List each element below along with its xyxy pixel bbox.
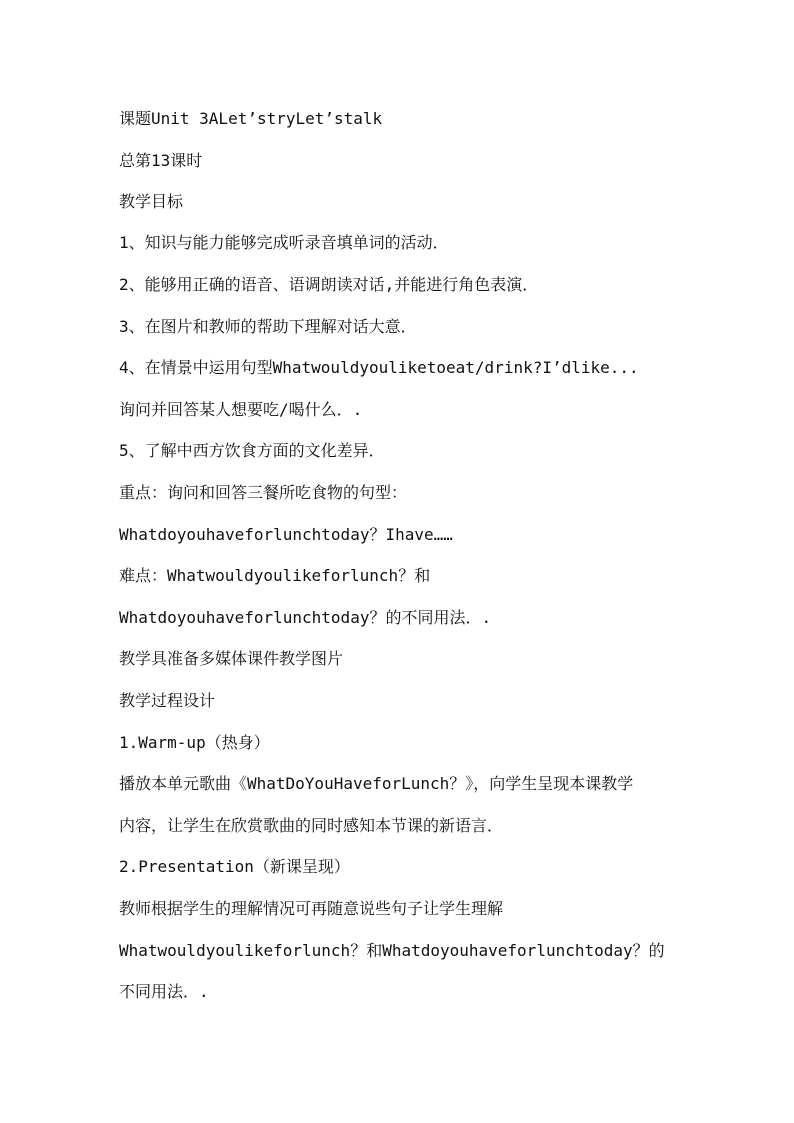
warm-up-paragraph-line-1: 播放本单元歌曲《WhatDoYouHaveforLunch？》，向学生呈现本课教学: [119, 774, 634, 793]
presentation-paragraph-line-1: 教师根据学生的理解情况可再随意说些句子让学生理解: [119, 899, 504, 918]
teaching-aids: 教学具准备多媒体课件教学图片: [119, 649, 344, 668]
key-point-label: 重点：询问和回答三餐所吃食物的句型：: [119, 483, 408, 502]
lesson-title: 课题Unit 3ALet’stryLet’stalk: [119, 109, 383, 128]
objective-item-2: 2、能够用正确的语音、语调朗读对话,并能进行角色表演．: [119, 275, 539, 294]
lesson-number: 总第13课时: [119, 151, 203, 170]
difficult-point-label: 难点：Whatwouldyoulikeforlunch？和: [119, 566, 431, 585]
section-heading-process: 教学过程设计: [119, 691, 216, 710]
warm-up-paragraph-line-2: 内容，让学生在欣赏歌曲的同时感知本节课的新语言．: [119, 816, 504, 835]
step-presentation: 2.Presentation（新课呈现）: [119, 857, 350, 876]
presentation-paragraph-line-2: Whatwouldyoulikeforlunch？和Whatdoyouhaveforlunchtoday？的: [119, 941, 665, 960]
objective-item-5: 5、了解中西方饮食方面的文化差异．: [119, 441, 385, 460]
step-warm-up: 1.Warm-up（热身）: [119, 733, 270, 752]
presentation-paragraph-line-3: 不同用法．.: [119, 982, 209, 1001]
section-heading-objectives: 教学目标: [119, 192, 184, 211]
objective-item-4-continued: 询问并回答某人想要吃/喝什么．.: [119, 400, 363, 419]
objective-item-4: 4、在情景中运用句型Whatwouldyouliketoeat/drink?I’dlike...: [119, 358, 639, 377]
objective-item-1: 1、知识与能力能够完成听录音填单词的活动．: [119, 233, 449, 252]
difficult-point-sentence: Whatdoyouhaveforlunchtoday？的不同用法．.: [119, 608, 492, 627]
key-point-sentence: Whatdoyouhaveforlunchtoday？Ihave……: [119, 525, 453, 544]
objective-item-3: 3、在图片和教师的帮助下理解对话大意．: [119, 317, 417, 336]
